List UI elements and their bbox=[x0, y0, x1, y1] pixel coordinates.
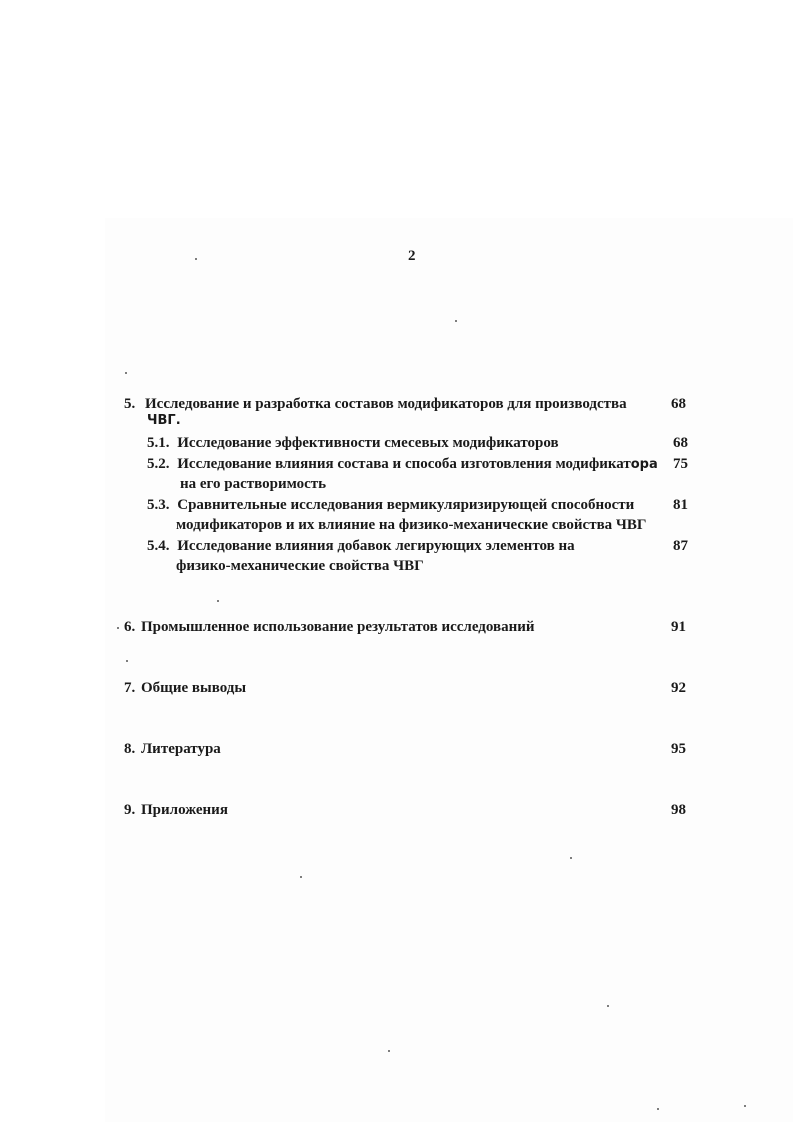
scanned-page-area bbox=[105, 218, 793, 1122]
toc-entry-8 bbox=[124, 739, 221, 759]
toc-entry-title: Общие выводы bbox=[141, 680, 247, 696]
toc-page-7: 92 bbox=[671, 680, 686, 696]
toc-entry-handwritten-ending: ора bbox=[630, 457, 658, 472]
scan-speck bbox=[455, 320, 457, 322]
toc-entry-number: 8. bbox=[124, 741, 136, 757]
scan-speck bbox=[388, 1050, 390, 1052]
scan-speck bbox=[117, 627, 119, 629]
toc-entry-title: Промышленное использование результатов исследований bbox=[141, 619, 535, 635]
toc-entry-5-1 bbox=[147, 433, 559, 453]
toc-entry-title: Исследование и разработка составов модификаторов для производства bbox=[145, 396, 627, 412]
toc-entry-6 bbox=[124, 617, 535, 637]
toc-entry-title: Исследование влияния добавок легирующих элементов на bbox=[177, 538, 575, 554]
scan-speck bbox=[126, 660, 128, 662]
toc-entry-number: 5.3. bbox=[147, 497, 170, 513]
scan-speck bbox=[195, 258, 197, 260]
toc-entry-title: Сравнительные исследования вермикуляризирующей способности bbox=[177, 497, 635, 513]
toc-entry-number: 5.1. bbox=[147, 435, 170, 451]
scan-speck bbox=[217, 600, 219, 602]
scan-speck bbox=[657, 1108, 659, 1110]
scan-speck bbox=[744, 1105, 746, 1107]
toc-entry-number: 5.2. bbox=[147, 456, 170, 472]
toc-page-5: 68 bbox=[671, 396, 686, 412]
toc-entry-5-2-continuation: на его растворимость bbox=[180, 476, 327, 492]
toc-entry-title: Исследование влияния состава и способа изготовления модификат bbox=[177, 456, 631, 472]
toc-entry-5-3 bbox=[147, 495, 634, 515]
toc-entry-number: 5.4. bbox=[147, 538, 170, 554]
toc-entry-7 bbox=[124, 678, 246, 698]
scan-speck bbox=[300, 876, 302, 878]
scan-speck bbox=[607, 1005, 609, 1007]
toc-page-8: 95 bbox=[671, 741, 686, 757]
toc-entry-number: 5. bbox=[124, 396, 136, 412]
toc-entry-number: 6. bbox=[124, 619, 136, 635]
toc-entry-5 bbox=[124, 394, 627, 414]
scan-speck bbox=[125, 372, 127, 374]
toc-entry-title: Исследование эффективности смесевых модификаторов bbox=[177, 435, 559, 451]
toc-entry-number: 9. bbox=[124, 802, 136, 818]
toc-entry-9 bbox=[124, 800, 228, 820]
toc-page-5-4: 87 bbox=[673, 538, 688, 554]
toc-page-5-2: 75 bbox=[673, 456, 688, 472]
toc-entry-5-4-continuation: физико-механические свойства ЧВГ bbox=[176, 558, 424, 574]
toc-page-6: 91 bbox=[671, 619, 686, 635]
toc-entry-title: Литература bbox=[141, 741, 221, 757]
toc-entry-5-continuation: ЧВГ. bbox=[147, 413, 181, 428]
toc-page-9: 98 bbox=[671, 802, 686, 818]
toc-entry-5-2 bbox=[147, 454, 658, 475]
page-number: 2 bbox=[408, 248, 416, 264]
toc-page-5-3: 81 bbox=[673, 497, 688, 513]
scan-speck bbox=[570, 857, 572, 859]
toc-entry-title: Приложения bbox=[141, 802, 228, 818]
toc-entry-number: 7. bbox=[124, 680, 136, 696]
toc-entry-5-3-continuation: модификаторов и их влияние на физико-механические свойства ЧВГ bbox=[176, 517, 647, 533]
toc-page-5-1: 68 bbox=[673, 435, 688, 451]
toc-entry-5-4 bbox=[147, 536, 575, 556]
